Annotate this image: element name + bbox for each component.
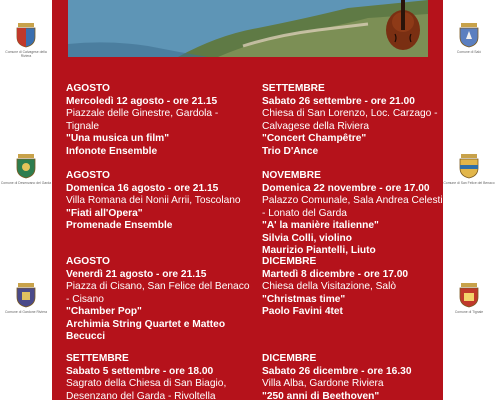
event-place: Villa Romana dei Nonii Arrii, Toscolano [66, 195, 241, 206]
event-performer: Promenade Ensemble [66, 220, 173, 231]
event-title: "A' la manière italienne" [262, 220, 379, 231]
event-date: Sabato 26 settembre - ore 21.00 [262, 95, 415, 107]
event-performer: Trio D'Ance [262, 145, 319, 157]
event-card [262, 353, 443, 400]
coat-of-arms-icon [14, 153, 38, 179]
event-month: AGOSTO [66, 170, 110, 181]
event-place: Chiesa della Visitazione, Salò [262, 281, 397, 292]
event-place: Sagrato della Chiesa di San Biagio, Desenzano del Garda - Rivoltella [66, 378, 227, 400]
event-performer: Archimia String Quartet e Matteo Becucci [66, 318, 226, 342]
crest-caption: Comune di Calvagese della Riviera [5, 50, 47, 58]
event-title: "Christmas time" [262, 293, 346, 305]
event-performer: Paolo Favini 4tet [262, 306, 343, 317]
event-month: DICEMBRE [262, 256, 317, 267]
event-title: "250 anni di Beethoven" [262, 390, 380, 400]
event-place: Chiesa di San Lorenzo, Loc. Carzago - Calvagese della Riviera [262, 108, 438, 132]
coat-of-arms-icon [457, 282, 481, 308]
crest-right-1 [443, 22, 495, 54]
event-card [66, 353, 251, 400]
crest-caption: Comune di San Felice del Benaco [443, 181, 495, 185]
event-place: Piazza di Cisano, San Felice del Benaco - Cisano [66, 281, 250, 305]
event-card [66, 256, 251, 344]
event-title: "Concert Champêtre" [262, 133, 367, 144]
crest-caption: Comune di Desenzano del Garda [0, 181, 52, 185]
event-date: Sabato 26 dicembre - ore 16.30 [262, 365, 412, 377]
crest-caption: Comune di Tignale [454, 310, 484, 314]
event-month: SETTEMBRE [262, 83, 325, 94]
hero-image [68, 0, 428, 57]
event-performer: Infonote Ensemble [66, 145, 158, 157]
event-month: AGOSTO [66, 256, 110, 267]
event-card [262, 170, 443, 258]
event-performer: Maurizio Piantelli, Liuto [262, 245, 376, 256]
event-month: AGOSTO [66, 83, 110, 94]
crest-right-3 [443, 282, 495, 314]
event-place: Palazzo Comunale, Sala Andrea Celesti - Lonato del Garda [262, 195, 443, 219]
event-month: SETTEMBRE [66, 353, 129, 364]
event-place: Villa Alba, Gardone Riviera [262, 378, 384, 389]
concert-poster [52, 0, 443, 400]
coat-of-arms-icon [457, 153, 481, 179]
left-crest-column [0, 0, 52, 400]
crest-left-2 [0, 153, 52, 185]
event-card [262, 256, 443, 319]
coat-of-arms-icon [457, 22, 481, 48]
right-crest-column [443, 0, 495, 400]
crest-left-3 [0, 282, 52, 314]
crest-left-1 [0, 22, 52, 58]
event-date: Domenica 16 agosto - ore 21.15 [66, 182, 219, 194]
event-card [66, 170, 251, 233]
event-title: "Fiati all'Opera" [66, 207, 143, 219]
crest-caption: Comune di Gardone Riviera [4, 310, 48, 314]
lake-garda-panorama-with-violin [68, 0, 428, 57]
event-performer: Silvia Colli, violino [262, 232, 353, 244]
event-date: Martedì 8 dicembre - ore 17.00 [262, 268, 409, 280]
event-date: Domenica 22 novembre - ore 17.00 [262, 182, 430, 194]
event-month: NOVEMBRE [262, 170, 321, 181]
crest-right-2 [443, 153, 495, 185]
event-title: "Una musica un film" [66, 133, 170, 144]
event-date: Venerdì 21 agosto - ore 21.15 [66, 268, 207, 280]
coat-of-arms-icon [14, 282, 38, 308]
crest-caption: Comune di Salò [456, 50, 482, 54]
event-month: DICEMBRE [262, 353, 317, 364]
event-date: Mercoledì 12 agosto - ore 21.15 [66, 95, 218, 107]
event-card [66, 83, 251, 158]
event-title: "Chamber Pop" [66, 306, 142, 317]
event-date: Sabato 5 settembre - ore 18.00 [66, 365, 214, 377]
event-card [262, 83, 443, 158]
event-place: Piazzale delle Ginestre, Gardola - Tignale [66, 108, 219, 132]
coat-of-arms-icon [14, 22, 38, 48]
